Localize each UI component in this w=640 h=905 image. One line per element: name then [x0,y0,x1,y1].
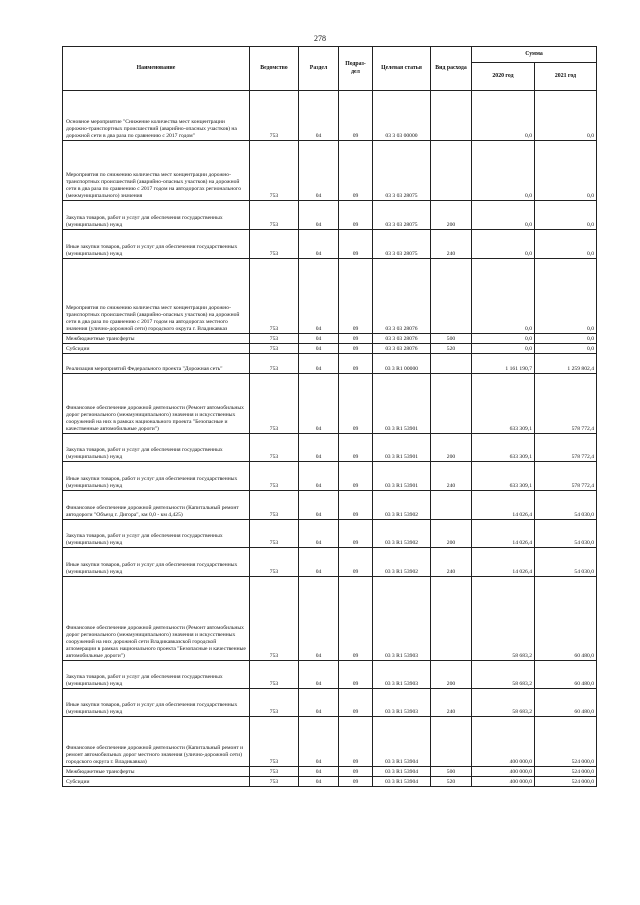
cell-department: 753 [250,91,299,141]
cell-department: 753 [250,661,299,689]
cell-name: Мероприятия по снижению количества мест концентрации дорожно-транспортных происшествий (аварийно-опасных участков) на дорожной сети в два раза по сравнению с 2017 годом на автодорогах регионального (межмуниципального) значения [63,141,250,201]
cell-target: 03 3 03 00000 [373,91,431,141]
header-department: Ведомство [250,47,299,91]
cell-expense-type: 200 [431,201,472,230]
cell-expense-type: 240 [431,230,472,259]
cell-subsection: 09 [339,434,373,462]
cell-2020: 0,0 [472,141,535,201]
cell-subsection: 09 [339,201,373,230]
cell-2021: 60 480,0 [535,577,597,661]
cell-department: 753 [250,334,299,344]
cell-department: 753 [250,767,299,777]
table-row [63,259,597,334]
cell-section: 04 [299,520,339,548]
table-row [63,689,597,717]
cell-subsection: 09 [339,661,373,689]
cell-2021: 60 480,0 [535,661,597,689]
header-expense-type: Вид расхода [431,47,472,91]
cell-subsection: 09 [339,462,373,491]
cell-2021: 54 030,0 [535,491,597,520]
cell-2020: 633 309,1 [472,462,535,491]
cell-subsection: 09 [339,717,373,767]
cell-2020: 0,0 [472,201,535,230]
cell-expense-type: 240 [431,548,472,577]
cell-target: 03 3 03 28075 [373,230,431,259]
table-row [63,354,597,374]
cell-expense-type: 500 [431,767,472,777]
cell-department: 753 [250,777,299,787]
cell-2020: 0,0 [472,259,535,334]
cell-target: 03 3 03 28076 [373,334,431,344]
cell-2021: 0,0 [535,230,597,259]
cell-section: 04 [299,141,339,201]
table-row [63,520,597,548]
cell-section: 04 [299,767,339,777]
cell-department: 753 [250,201,299,230]
cell-section: 04 [299,354,339,374]
cell-subsection: 09 [339,548,373,577]
cell-2020: 400 000,0 [472,767,535,777]
cell-section: 04 [299,201,339,230]
cell-subsection: 09 [339,91,373,141]
cell-2021: 0,0 [535,91,597,141]
cell-expense-type [431,354,472,374]
table-row [63,334,597,344]
table-row [63,434,597,462]
cell-2020: 400 000,0 [472,777,535,787]
cell-name: Мероприятия по снижению количества мест концентрации дорожно-транспортных происшествий (аварийно-опасных участков) на дорожной сети в два раза по сравнению с 2017 годом на автодорогах местного значения (улично-дорожной сети) городского округа г. Владикавказ [63,259,250,334]
cell-section: 04 [299,777,339,787]
cell-2021: 54 030,0 [535,520,597,548]
cell-department: 753 [250,374,299,434]
cell-target: 03 3 R1 53901 [373,374,431,434]
cell-department: 753 [250,689,299,717]
table-row [63,344,597,354]
table-row [63,141,597,201]
table-row [63,777,597,787]
budget-table [62,46,597,787]
cell-department: 753 [250,717,299,767]
table-row [63,767,597,777]
cell-subsection: 09 [339,777,373,787]
cell-2021: 0,0 [535,334,597,344]
cell-subsection: 09 [339,230,373,259]
cell-expense-type: 240 [431,689,472,717]
cell-2020: 633 309,1 [472,374,535,434]
cell-section: 04 [299,91,339,141]
cell-section: 04 [299,462,339,491]
cell-subsection: 09 [339,334,373,344]
cell-2021: 0,0 [535,344,597,354]
cell-name: Основное мероприятие "Снижение количества мест концентрации дорожно-транспортных происшествий (аварийно-опасных участков) на дорожной сети в два раза по сравнению с 2017 годом" [63,91,250,141]
cell-2020: 58 683,2 [472,689,535,717]
cell-2021: 578 772,4 [535,434,597,462]
cell-target: 03 3 R1 53901 [373,462,431,491]
header-section: Раздел [299,47,339,91]
cell-expense-type: 200 [431,661,472,689]
cell-subsection: 09 [339,520,373,548]
table-row [63,374,597,434]
cell-department: 753 [250,141,299,201]
cell-section: 04 [299,491,339,520]
cell-department: 753 [250,462,299,491]
header-year-2020: 2020 год [472,63,535,91]
cell-section: 04 [299,344,339,354]
cell-target: 03 3 03 28076 [373,344,431,354]
cell-section: 04 [299,334,339,344]
cell-2020: 58 683,2 [472,661,535,689]
cell-2021: 54 030,0 [535,548,597,577]
table-row [63,491,597,520]
cell-target: 03 3 R1 53904 [373,767,431,777]
cell-expense-type [431,577,472,661]
cell-section: 04 [299,230,339,259]
cell-name: Иные закупки товаров, работ и услуг для обеспечения государственных (муниципальных) нужд [63,548,250,577]
cell-department: 753 [250,434,299,462]
cell-target: 03 3 R1 53902 [373,491,431,520]
cell-name: Финансовое обеспечение дорожной деятельности (Ремонт автомобильных дорог регионального (межмуниципального) значения и искусственных сооружений на них в рамках национального проекта "Безопасные и качественные автомобильные дороги") [63,374,250,434]
cell-subsection: 09 [339,767,373,777]
cell-name: Финансовое обеспечение дорожной деятельности (Ремонт автомобильных дорог регионального (межмуниципального) значения и искусственных сооружений на них дорожной сети Владикавказской городской агломерации в рамках национального проекта "Безопасные и качественные автомобильные дороги") [63,577,250,661]
cell-section: 04 [299,548,339,577]
cell-2020: 0,0 [472,344,535,354]
cell-department: 753 [250,491,299,520]
cell-expense-type [431,141,472,201]
cell-2020: 633 309,1 [472,434,535,462]
cell-target: 03 3 R1 53902 [373,548,431,577]
cell-expense-type: 200 [431,434,472,462]
cell-name: Финансовое обеспечение дорожной деятельности (Капитальный ремонт и ремонт автомобильных дорог местного значения (улично-дорожной сети) городского округа г. Владикавказ) [63,717,250,767]
cell-expense-type: 520 [431,344,472,354]
cell-name: Иные закупки товаров, работ и услуг для обеспечения государственных (муниципальных) нужд [63,230,250,259]
cell-name: Финансовое обеспечение дорожной деятельности (Капитальный ремонт автодороги "Объезд г. Дигора", км 0,0 - км 4,425) [63,491,250,520]
cell-target: 03 3 R1 53902 [373,520,431,548]
cell-2021: 578 772,4 [535,374,597,434]
cell-subsection: 09 [339,354,373,374]
cell-section: 04 [299,434,339,462]
cell-2021: 0,0 [535,141,597,201]
header-subsection: Подраз-дел [339,47,373,91]
cell-section: 04 [299,259,339,334]
cell-subsection: 09 [339,689,373,717]
cell-target: 03 3 R1 53903 [373,577,431,661]
cell-expense-type [431,491,472,520]
cell-2021: 1 259 802,4 [535,354,597,374]
cell-department: 753 [250,354,299,374]
cell-department: 753 [250,259,299,334]
cell-subsection: 09 [339,259,373,334]
cell-2021: 0,0 [535,259,597,334]
cell-expense-type: 200 [431,520,472,548]
cell-name: Межбюджетные трансферты [63,334,250,344]
cell-2021: 60 480,0 [535,689,597,717]
header-name: Наименование [63,47,250,91]
table-row [63,91,597,141]
cell-2020: 0,0 [472,334,535,344]
cell-2020: 14 026,4 [472,548,535,577]
cell-expense-type: 520 [431,777,472,787]
cell-2021: 0,0 [535,201,597,230]
cell-2021: 524 000,0 [535,767,597,777]
cell-2021: 524 000,0 [535,777,597,787]
cell-2020: 14 026,4 [472,491,535,520]
cell-target: 03 3 R1 53904 [373,777,431,787]
cell-target: 03 3 03 28076 [373,259,431,334]
cell-target: 03 3 03 28075 [373,141,431,201]
cell-name: Закупка товаров, работ и услуг для обеспечения государственных (муниципальных) нужд [63,434,250,462]
cell-name: Иные закупки товаров, работ и услуг для обеспечения государственных (муниципальных) нужд [63,462,250,491]
page-number: 278 [314,34,326,43]
header-year-2021: 2021 год [535,63,597,91]
cell-name: Субсидии [63,344,250,354]
table-row [63,548,597,577]
cell-name: Закупка товаров, работ и услуг для обеспечения государственных (муниципальных) нужд [63,520,250,548]
cell-subsection: 09 [339,344,373,354]
table-body [63,91,597,787]
cell-2021: 578 772,4 [535,462,597,491]
cell-section: 04 [299,717,339,767]
header-sum: Сумма [472,47,597,63]
cell-subsection: 09 [339,141,373,201]
cell-department: 753 [250,230,299,259]
table-row [63,462,597,491]
table-row [63,201,597,230]
cell-department: 753 [250,548,299,577]
cell-section: 04 [299,689,339,717]
table-row [63,230,597,259]
cell-target: 03 3 R1 53904 [373,717,431,767]
cell-expense-type: 240 [431,462,472,491]
cell-expense-type: 500 [431,334,472,344]
cell-2020: 0,0 [472,230,535,259]
cell-target: 03 3 03 28075 [373,201,431,230]
cell-section: 04 [299,374,339,434]
cell-name: Субсидии [63,777,250,787]
cell-target: 03 3 R1 53901 [373,434,431,462]
cell-subsection: 09 [339,577,373,661]
cell-subsection: 09 [339,374,373,434]
table-row [63,661,597,689]
table-row [63,717,597,767]
cell-expense-type [431,717,472,767]
cell-section: 04 [299,661,339,689]
cell-expense-type [431,259,472,334]
table-row [63,577,597,661]
cell-2020: 400 000,0 [472,717,535,767]
cell-2020: 1 161 190,7 [472,354,535,374]
cell-expense-type [431,91,472,141]
cell-name: Закупка товаров, работ и услуг для обеспечения государственных (муниципальных) нужд [63,661,250,689]
cell-name: Закупка товаров, работ и услуг для обеспечения государственных (муниципальных) нужд [63,201,250,230]
cell-name: Реализация мероприятий Федерального проекта "Дорожная сеть" [63,354,250,374]
cell-name: Иные закупки товаров, работ и услуг для обеспечения государственных (муниципальных) нужд [63,689,250,717]
cell-target: 03 3 R1 53903 [373,689,431,717]
cell-2020: 58 683,2 [472,577,535,661]
cell-2021: 524 000,0 [535,717,597,767]
cell-target: 03 3 R1 53903 [373,661,431,689]
cell-expense-type [431,374,472,434]
cell-target: 03 3 R1 00000 [373,354,431,374]
cell-2020: 14 026,4 [472,520,535,548]
header-target: Целевая статья [373,47,431,91]
cell-department: 753 [250,344,299,354]
cell-section: 04 [299,577,339,661]
cell-department: 753 [250,577,299,661]
cell-subsection: 09 [339,491,373,520]
cell-name: Межбюджетные трансферты [63,767,250,777]
cell-2020: 0,0 [472,91,535,141]
cell-department: 753 [250,520,299,548]
